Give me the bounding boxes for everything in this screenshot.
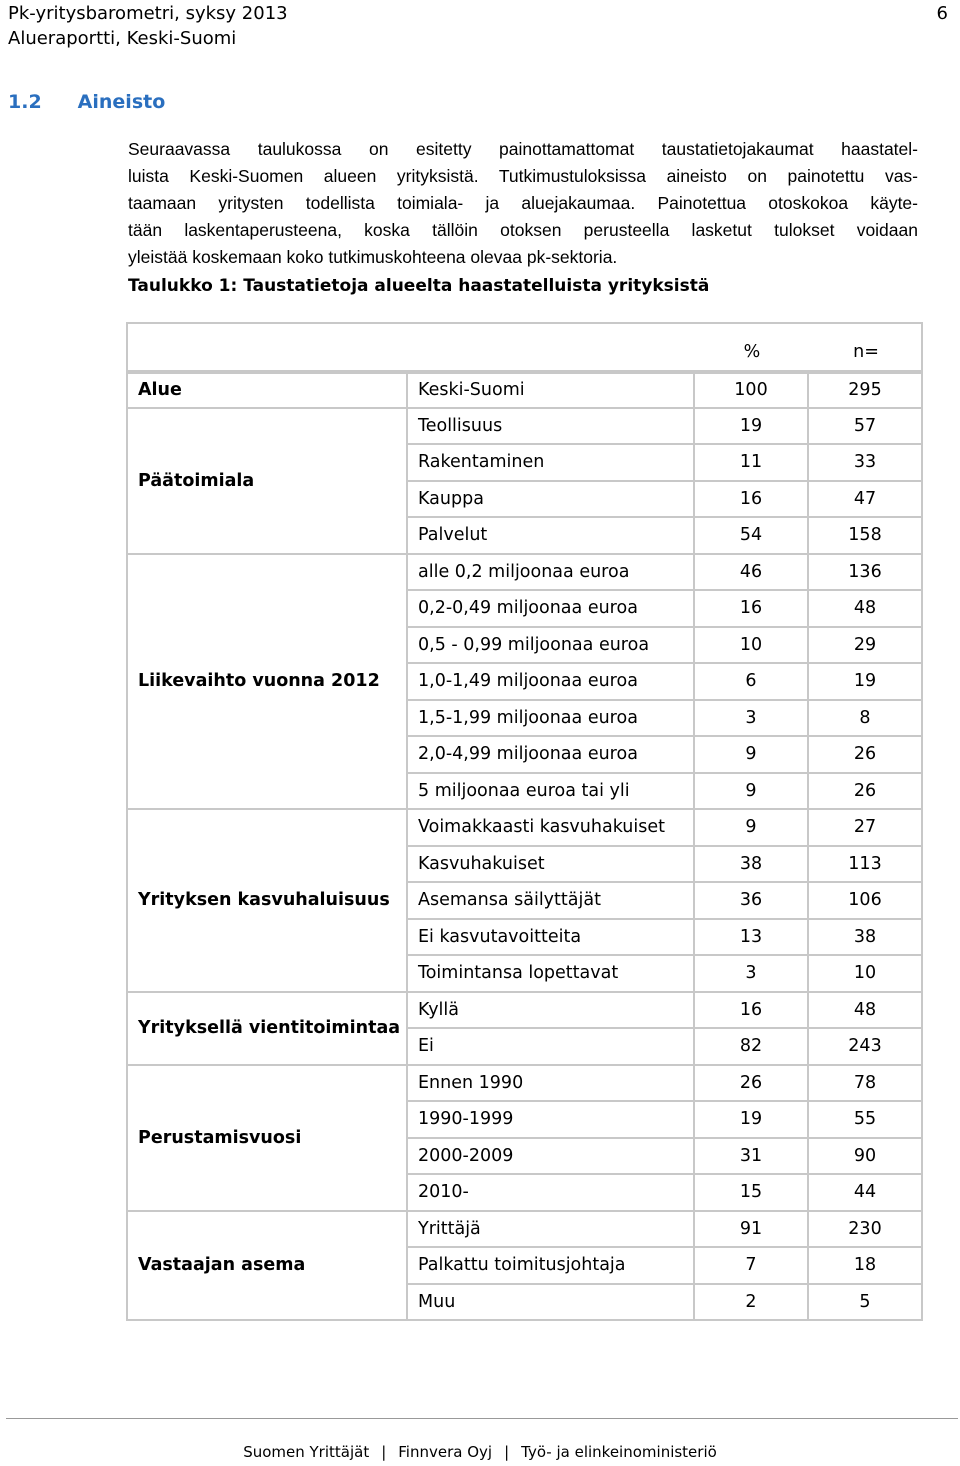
percent-value: 9 bbox=[695, 737, 809, 774]
intro-paragraph bbox=[128, 136, 918, 271]
row-label: 2,0-4,99 miljoonaa euroa bbox=[408, 737, 695, 774]
percent-value: 91 bbox=[695, 1212, 809, 1249]
category-label: Yrityksellä vientitoimintaa bbox=[126, 993, 408, 1066]
percent-value: 26 bbox=[695, 1066, 809, 1103]
row-label: 2000-2009 bbox=[408, 1139, 695, 1176]
percent-value: 82 bbox=[695, 1029, 809, 1066]
count-value: 18 bbox=[809, 1248, 923, 1285]
category-label: Perustamisvuosi bbox=[126, 1066, 408, 1212]
intro-line: tään laskentaperusteena, koska tällöin otoksen perusteella lasketut tulokset voidaan bbox=[128, 220, 918, 240]
row-label: 0,5 - 0,99 miljoonaa euroa bbox=[408, 628, 695, 665]
footer-separator: | bbox=[381, 1443, 387, 1461]
row-label: 1,0-1,49 miljoonaa euroa bbox=[408, 664, 695, 701]
footer-org-3: Työ- ja elinkeinoministeriö bbox=[521, 1443, 717, 1461]
percent-value: 7 bbox=[695, 1248, 809, 1285]
row-label: Teollisuus bbox=[408, 409, 695, 446]
count-value: 55 bbox=[809, 1102, 923, 1139]
row-label: 1,5-1,99 miljoonaa euroa bbox=[408, 701, 695, 738]
count-value: 48 bbox=[809, 993, 923, 1030]
row-label: Keski-Suomi bbox=[408, 372, 695, 409]
percent-value: 16 bbox=[695, 993, 809, 1030]
column-header-percent: % bbox=[743, 342, 761, 362]
count-value: 26 bbox=[809, 774, 923, 811]
percent-value: 3 bbox=[695, 956, 809, 993]
row-label: Kasvuhakuiset bbox=[408, 847, 695, 884]
count-value: 33 bbox=[809, 445, 923, 482]
row-label: Kauppa bbox=[408, 482, 695, 519]
intro-line: taamaan yritysten todellista toimiala- ja aluejakaumaa. Painotettua otoskokoa käyte- bbox=[128, 193, 918, 213]
percent-value: 31 bbox=[695, 1139, 809, 1176]
category-label: Vastaajan asema bbox=[126, 1212, 408, 1322]
count-value: 230 bbox=[809, 1212, 923, 1249]
percent-value: 15 bbox=[695, 1175, 809, 1212]
row-label: Toimintansa lopettavat bbox=[408, 956, 695, 993]
intro-line: Seuraavassa taulukossa on esitetty painottamattomat taustatietojakaumat haastatel- bbox=[128, 139, 918, 159]
row-label: Palvelut bbox=[408, 518, 695, 555]
row-label: Ennen 1990 bbox=[408, 1066, 695, 1103]
count-value: 27 bbox=[809, 810, 923, 847]
count-value: 90 bbox=[809, 1139, 923, 1176]
percent-value: 11 bbox=[695, 445, 809, 482]
percent-value: 100 bbox=[695, 372, 809, 409]
percent-value: 38 bbox=[695, 847, 809, 884]
footer-divider bbox=[6, 1418, 958, 1419]
percent-value: 9 bbox=[695, 774, 809, 811]
header-title: Pk-yritysbarometri, syksy 2013 bbox=[8, 3, 288, 24]
percent-value: 16 bbox=[695, 591, 809, 628]
count-value: 26 bbox=[809, 737, 923, 774]
count-value: 78 bbox=[809, 1066, 923, 1103]
count-value: 113 bbox=[809, 847, 923, 884]
percent-value: 16 bbox=[695, 482, 809, 519]
count-value: 136 bbox=[809, 555, 923, 592]
row-label: Yrittäjä bbox=[408, 1212, 695, 1249]
count-value: 48 bbox=[809, 591, 923, 628]
percent-value: 6 bbox=[695, 664, 809, 701]
percent-value: 46 bbox=[695, 555, 809, 592]
row-label: 1990-1999 bbox=[408, 1102, 695, 1139]
footer bbox=[0, 1443, 960, 1461]
row-label: Muu bbox=[408, 1285, 695, 1322]
category-label: Alue bbox=[126, 372, 408, 409]
percent-value: 19 bbox=[695, 409, 809, 446]
intro-line: yleistää koskemaan koko tutkimuskohteena olevaa pk-sektoria. bbox=[128, 247, 618, 267]
row-label: Palkattu toimitusjohtaja bbox=[408, 1248, 695, 1285]
percent-value: 3 bbox=[695, 701, 809, 738]
document-header bbox=[8, 1, 288, 51]
row-label: alle 0,2 miljoonaa euroa bbox=[408, 555, 695, 592]
intro-line: luista Keski-Suomen alueen yrityksistä. Tutkimustuloksissa aineisto on painotettu vas- bbox=[128, 166, 918, 186]
footer-separator: | bbox=[504, 1443, 510, 1461]
count-value: 10 bbox=[809, 956, 923, 993]
header-subtitle: Alueraportti, Keski-Suomi bbox=[8, 28, 237, 49]
count-value: 8 bbox=[809, 701, 923, 738]
category-label: Liikevaihto vuonna 2012 bbox=[126, 555, 408, 811]
percent-value: 13 bbox=[695, 920, 809, 957]
count-value: 57 bbox=[809, 409, 923, 446]
row-label: Ei bbox=[408, 1029, 695, 1066]
count-value: 243 bbox=[809, 1029, 923, 1066]
count-value: 38 bbox=[809, 920, 923, 957]
section-heading bbox=[8, 91, 165, 113]
page-number: 6 bbox=[936, 3, 948, 24]
percent-value: 9 bbox=[695, 810, 809, 847]
section-number: 1.2 bbox=[8, 91, 42, 113]
count-value: 47 bbox=[809, 482, 923, 519]
count-value: 5 bbox=[809, 1285, 923, 1322]
row-label: 0,2-0,49 miljoonaa euroa bbox=[408, 591, 695, 628]
footer-org-1: Suomen Yrittäjät bbox=[243, 1443, 370, 1461]
footer-org-2: Finnvera Oyj bbox=[398, 1443, 493, 1461]
row-label: Kyllä bbox=[408, 993, 695, 1030]
row-label: Asemansa säilyttäjät bbox=[408, 883, 695, 920]
category-label: Päätoimiala bbox=[126, 409, 408, 555]
count-value: 158 bbox=[809, 518, 923, 555]
row-label: Ei kasvutavoitteita bbox=[408, 920, 695, 957]
table-caption: Taulukko 1: Taustatietoja alueelta haastatelluista yrityksistä bbox=[128, 276, 710, 296]
row-label: 5 miljoonaa euroa tai yli bbox=[408, 774, 695, 811]
percent-value: 2 bbox=[695, 1285, 809, 1322]
percent-value: 36 bbox=[695, 883, 809, 920]
percent-value: 10 bbox=[695, 628, 809, 665]
category-label: Yrityksen kasvuhaluisuus bbox=[126, 810, 408, 993]
column-header-count: n= bbox=[853, 342, 879, 362]
section-title: Aineisto bbox=[77, 91, 166, 113]
count-value: 106 bbox=[809, 883, 923, 920]
percent-value: 54 bbox=[695, 518, 809, 555]
count-value: 44 bbox=[809, 1175, 923, 1212]
row-label: Rakentaminen bbox=[408, 445, 695, 482]
row-label: Voimakkaasti kasvuhakuiset bbox=[408, 810, 695, 847]
percent-value: 19 bbox=[695, 1102, 809, 1139]
row-label: 2010- bbox=[408, 1175, 695, 1212]
count-value: 29 bbox=[809, 628, 923, 665]
count-value: 19 bbox=[809, 664, 923, 701]
count-value: 295 bbox=[809, 372, 923, 409]
